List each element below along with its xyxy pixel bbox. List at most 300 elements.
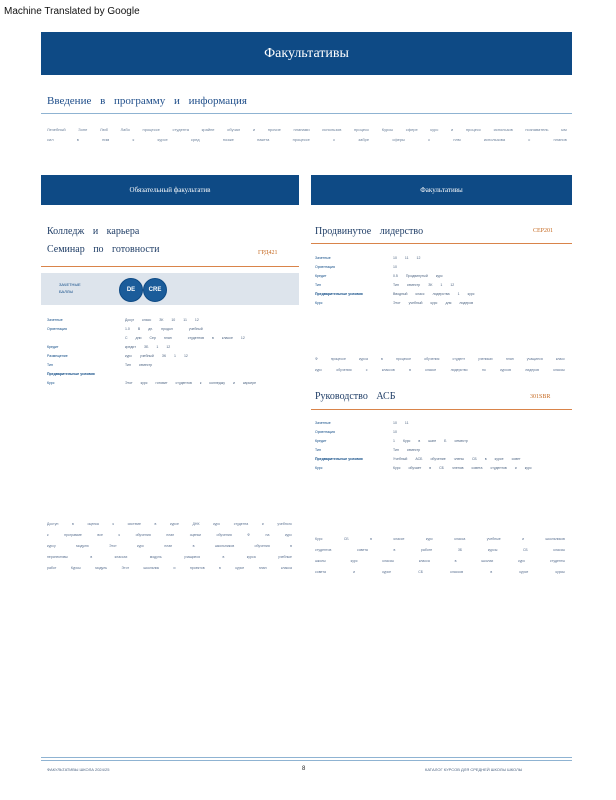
detail-row [47, 333, 292, 342]
de-logo-icon [119, 278, 143, 302]
text-word: забре [358, 136, 370, 142]
description-row [315, 533, 565, 544]
text-word: обучения [135, 532, 151, 537]
text-word: классов [450, 569, 464, 574]
text-word: с [528, 136, 531, 142]
text-word: Доступ [47, 521, 59, 526]
text-word: план [505, 356, 514, 361]
text-word: курс [430, 126, 439, 132]
detail-word: и [514, 465, 517, 470]
text-word: Зоне [78, 126, 88, 132]
detail-word: Продвинутый [405, 273, 428, 278]
detail-key: Зачетные [47, 317, 63, 322]
detail-word: в [418, 438, 421, 443]
description-row [315, 544, 565, 555]
detail-row [47, 369, 292, 378]
left-section-bar [41, 175, 299, 205]
detail-row [315, 271, 565, 280]
text-word: Курсы [70, 565, 81, 570]
detail-word: Б [444, 438, 447, 443]
machine-translation-note: Machine Translated by Google [4, 6, 140, 17]
detail-word: карьере [242, 380, 257, 385]
text-word: сфере [405, 126, 418, 132]
detail-value [393, 457, 521, 461]
text-word: СБ [418, 569, 424, 574]
text-word: курса [246, 554, 256, 559]
detail-word: 10 [393, 264, 397, 269]
logo-label [59, 281, 81, 295]
text-word: в [72, 521, 74, 526]
text-word: Люб [99, 126, 108, 132]
detail-word: 10 [393, 429, 397, 434]
detail-word: курс [435, 273, 443, 278]
banner-title: Факультативы [264, 45, 349, 61]
detail-word: 11 [404, 255, 409, 260]
detail-word: В [137, 326, 141, 331]
text-word: лидеров [525, 367, 539, 372]
text-word: и [173, 565, 176, 570]
text-word: курсе [382, 569, 392, 574]
description-row [47, 551, 292, 562]
text-word: познаватель [525, 126, 549, 132]
course2-title: Продвинутое лидерство [315, 226, 424, 237]
description-row [315, 353, 565, 364]
course3-divider [311, 409, 572, 410]
text-word: процессе [395, 356, 412, 361]
detail-word: лидеров [459, 300, 474, 305]
text-word: модулю [76, 543, 89, 548]
course1-logos [41, 273, 299, 305]
detail-word: Досуг [125, 317, 135, 322]
text-word: обучения [216, 532, 232, 537]
detail-value [125, 327, 203, 331]
detail-word: 10 [393, 255, 397, 260]
text-word: СБ [343, 536, 349, 541]
detail-word: 12 [166, 344, 171, 349]
right-section-bar [311, 175, 572, 205]
text-word: курсы [487, 547, 498, 552]
de-logo-text: DE [126, 287, 136, 293]
intro-row [47, 134, 567, 144]
text-word: совета [315, 569, 326, 574]
detail-key: Предварительные условия [315, 291, 363, 296]
detail-key: Предварительные условия [315, 456, 363, 461]
text-word: Лабо [120, 126, 130, 132]
detail-word: 11 [404, 420, 409, 425]
text-word: школах [481, 558, 494, 563]
text-word: учащиеся [184, 554, 201, 559]
detail-word: 12 [240, 335, 245, 340]
text-word: модуль [95, 565, 108, 570]
detail-word: курс [125, 353, 132, 358]
text-word: лидерство [450, 367, 468, 372]
text-word: студент [452, 356, 465, 361]
text-word: класса [418, 558, 430, 563]
course1-title-line1: Колледж и карьера [47, 226, 140, 237]
detail-value [125, 345, 170, 349]
detail-word: ЗК [161, 353, 167, 358]
detail-row [315, 463, 565, 472]
detail-word: Тип [393, 282, 399, 287]
detail-word: 12 [416, 255, 421, 260]
detail-word: курс [140, 380, 148, 385]
text-word: школьников [545, 536, 565, 541]
text-word: курсе [519, 569, 529, 574]
detail-key: Кредит [47, 344, 59, 349]
text-word: классы [553, 367, 565, 372]
detail-row [47, 315, 292, 324]
detail-word: СБ [439, 465, 444, 470]
text-word: учениках [478, 356, 493, 361]
text-word: в [409, 367, 411, 372]
detail-word: ЗБ [143, 344, 149, 349]
detail-value [393, 466, 532, 470]
text-word: ним [102, 136, 110, 142]
text-word: студенты [549, 558, 565, 563]
course1-divider [41, 266, 299, 267]
detail-word: ЗК [428, 282, 433, 287]
text-word: Этот [121, 565, 130, 570]
detail-word: Этот [125, 380, 133, 385]
description-row [315, 555, 565, 566]
text-word: курс [425, 536, 433, 541]
text-word: курса [358, 356, 368, 361]
text-word: учащиеся [526, 356, 543, 361]
detail-value [125, 318, 199, 322]
intro-title: Введение в программу и информация [47, 95, 247, 107]
detail-word: готовит [155, 380, 168, 385]
text-word: оценка [87, 521, 99, 526]
text-word: в [370, 536, 373, 541]
detail-word: АСБ [415, 456, 423, 461]
detail-word: класс [415, 291, 425, 296]
detail-word: дни [135, 335, 142, 340]
text-word: работ [47, 565, 57, 570]
detail-row [47, 342, 292, 351]
detail-value [393, 274, 443, 278]
intro-paragraph [47, 124, 567, 144]
course1-description [47, 518, 292, 573]
text-word: школьников [214, 543, 235, 548]
text-word: классах [114, 554, 128, 559]
detail-word: кредит [125, 344, 136, 349]
footer-rule-bottom [41, 760, 572, 761]
text-word: курсе [235, 565, 245, 570]
text-word: обучения [424, 356, 440, 361]
detail-value [125, 354, 188, 358]
detail-word: курсе [494, 456, 504, 461]
detail-word: 1 [393, 438, 395, 443]
text-word: к [118, 532, 120, 537]
course1-title-line2: Семинар по готовности [47, 244, 160, 255]
text-word: в [454, 558, 457, 563]
text-word: прочие [267, 126, 281, 132]
course3-code: 301SBR [530, 394, 551, 400]
course2-details [315, 253, 565, 307]
detail-word: 10 [393, 420, 397, 425]
text-word: использов [493, 126, 513, 132]
detail-value [393, 430, 397, 434]
text-word: студента [233, 521, 249, 526]
detail-word: классе [221, 335, 233, 340]
text-word: с [365, 367, 368, 372]
detail-row [315, 454, 565, 463]
text-word: класса [280, 565, 292, 570]
detail-word: 1.0 [125, 326, 130, 331]
detail-key: Кредит [315, 273, 327, 278]
detail-word: члены [453, 456, 464, 461]
detail-key: Ориентация [315, 429, 335, 434]
detail-word: 12 [183, 353, 188, 358]
text-word: Ф [247, 532, 250, 537]
detail-value [393, 283, 454, 287]
text-word: по [481, 367, 486, 372]
detail-word: Учебный [393, 456, 408, 461]
detail-word: продол [161, 326, 173, 331]
course3-title: Руководство АСБ [315, 391, 396, 402]
text-word: к [47, 532, 49, 537]
description-row [47, 562, 292, 573]
detail-word: план [163, 335, 172, 340]
detail-row [315, 280, 565, 289]
text-word: на [265, 532, 270, 537]
detail-word: курс [524, 465, 532, 470]
text-word: в [381, 356, 383, 361]
text-word: плм [453, 136, 461, 142]
text-word: студентов [315, 547, 332, 552]
text-word: Лечебный [47, 126, 66, 132]
detail-key: Размещение [47, 353, 68, 358]
detail-word: семестр [406, 282, 421, 287]
detail-word: 12 [194, 317, 199, 322]
detail-value [393, 292, 475, 296]
text-word: модуль [149, 554, 162, 559]
detail-word: класс [142, 317, 152, 322]
course2-description [315, 353, 565, 375]
text-word: класс [555, 356, 565, 361]
detail-row [47, 378, 292, 387]
detail-word: учебный [188, 326, 203, 331]
footer-left: ФАКУЛЬТАТИВЫ ШКОЛА 2024/25 [47, 767, 110, 772]
text-word: к [132, 136, 135, 142]
detail-key: Ориентация [315, 264, 335, 269]
text-word: курсе [170, 521, 179, 526]
detail-value [125, 363, 152, 367]
text-word: процессе [292, 136, 310, 142]
text-word: с [428, 136, 431, 142]
detail-word: С [125, 335, 128, 340]
detail-word: учебный [139, 353, 154, 358]
detail-value [393, 421, 409, 425]
text-word: сферы [392, 136, 405, 142]
course1-details [47, 315, 292, 387]
course2-code: СЕР201 [533, 228, 554, 234]
detail-word: к [199, 380, 202, 385]
page-number: 8 [302, 766, 306, 772]
detail-word: членов [451, 465, 464, 470]
detail-word: учебный [408, 300, 423, 305]
detail-key: Ориентация [47, 326, 67, 331]
detail-value [393, 301, 473, 305]
cre-logo-icon [143, 278, 167, 302]
text-word: в [154, 521, 157, 526]
detail-word: дн. [148, 326, 154, 331]
text-word: учебные [278, 554, 292, 559]
intro-row [47, 124, 567, 134]
text-word: обучал [227, 126, 241, 132]
detail-row [315, 262, 565, 271]
text-word: студента [172, 126, 190, 132]
course1-code: ГРД421 [258, 250, 278, 256]
course2-divider [311, 243, 572, 244]
detail-word: СБ [471, 456, 477, 461]
detail-word: семестр [406, 447, 421, 452]
detail-word: в [484, 456, 487, 461]
detail-word: для [445, 300, 452, 305]
description-row [47, 540, 292, 551]
detail-key: Зачетные [315, 255, 331, 260]
detail-word: лидерства [432, 291, 450, 296]
detail-key: Кредит [315, 438, 327, 443]
detail-key: Тип [47, 362, 53, 367]
detail-word: курс [467, 291, 475, 296]
detail-value [393, 265, 397, 269]
text-word: курс [315, 367, 322, 372]
footer-right: КАТАЛОГ КУРСОВ ДЛЯ СРЕДНЕЙ ШКОЛЫ ШКОЛЫ [425, 767, 523, 772]
detail-row [315, 418, 565, 427]
detail-key: Зачетные [315, 420, 331, 425]
text-word: курсов [500, 367, 511, 372]
text-word: классов [381, 367, 395, 372]
text-word: курсы [555, 569, 565, 574]
detail-row [315, 427, 565, 436]
description-row [315, 364, 565, 375]
detail-word: семестр [454, 438, 468, 443]
text-word: оценки [189, 532, 201, 537]
detail-value [125, 336, 245, 340]
detail-row [315, 289, 565, 298]
text-word: крайне [201, 126, 215, 132]
right-section-label: Факультативы [420, 186, 463, 194]
text-word: в [290, 543, 292, 548]
detail-word: и [232, 380, 235, 385]
left-section-label: Обязательный факультатив [129, 186, 211, 194]
detail-word: в [429, 465, 432, 470]
text-word: и [353, 569, 356, 574]
detail-word: совет [511, 456, 521, 461]
detail-value [125, 381, 256, 385]
text-word: ДНК [192, 521, 200, 526]
text-word: учебного [277, 521, 292, 526]
detail-word: Тип [393, 447, 399, 452]
detail-value [393, 256, 420, 260]
text-word: курс [213, 521, 221, 526]
logo-label-2: БАЛЛЫ [59, 289, 74, 294]
text-word: Ф [315, 356, 318, 361]
text-word: СБ [522, 547, 528, 552]
text-word: проектов [189, 565, 205, 570]
text-word: ым [561, 126, 567, 132]
text-word: перспективы [47, 554, 68, 559]
text-word: Этот [109, 543, 117, 548]
detail-word: совета [471, 465, 483, 470]
detail-word: 1 [440, 282, 443, 287]
text-word: план [258, 565, 267, 570]
text-word: и [522, 536, 525, 541]
page-banner [41, 32, 572, 75]
detail-word: Курс [402, 438, 411, 443]
footer-rule-top [41, 757, 572, 758]
detail-word: студентов [175, 380, 192, 385]
detail-word: 1 [156, 344, 159, 349]
text-word: класса [454, 536, 466, 541]
text-word: и [261, 521, 264, 526]
text-word: школы [315, 558, 326, 563]
course3-description [315, 533, 565, 577]
text-word: использов [322, 126, 342, 132]
text-word: использова [483, 136, 506, 142]
detail-word: студентов [187, 335, 205, 340]
text-word: планов [553, 136, 567, 142]
text-word: системе [127, 521, 141, 526]
detail-key: Предварительные условия [47, 371, 95, 376]
course3-details [315, 418, 565, 472]
text-word: Курсы [381, 126, 394, 132]
text-word: курс [137, 543, 145, 548]
detail-word: семестр [138, 362, 153, 367]
detail-word: Сер [149, 335, 156, 340]
text-word: в [490, 569, 493, 574]
logo-label-1: ЗАЧЕТНЫЕ [59, 282, 81, 287]
text-word: курс [350, 558, 358, 563]
description-row [47, 518, 292, 529]
text-word: обучения [254, 543, 270, 548]
text-word: курсу [47, 543, 56, 548]
text-word: в [90, 554, 93, 559]
text-word: учебные [486, 536, 501, 541]
detail-word: колледжу [209, 380, 225, 385]
text-word: работе [420, 547, 433, 552]
text-word: классе [425, 367, 437, 372]
text-word: совета [356, 547, 368, 552]
text-word: курс [284, 532, 292, 537]
text-word: процессе [142, 126, 160, 132]
detail-value [393, 439, 468, 443]
detail-key: Тип [315, 282, 321, 287]
detail-row [47, 324, 292, 333]
description-row [315, 566, 565, 577]
text-word: и [252, 126, 256, 132]
detail-row [315, 253, 565, 262]
cre-logo-text: CRE [148, 287, 162, 293]
detail-key: Курс [315, 465, 323, 470]
text-word: позже [222, 136, 234, 142]
text-word: классы [382, 558, 394, 563]
detail-word: курс [430, 300, 438, 305]
text-word: сред [190, 136, 200, 142]
detail-key: Курс [315, 300, 323, 305]
text-word: курсе [157, 136, 168, 142]
text-word: пакета [257, 136, 270, 142]
text-word: в [219, 565, 221, 570]
text-word: план [166, 532, 175, 537]
text-word: с [333, 136, 336, 142]
text-word: план [164, 543, 173, 548]
text-word: сил [47, 136, 54, 142]
detail-key: Курс [47, 380, 55, 385]
detail-word: ЗК [159, 317, 164, 322]
text-word: школьник [143, 565, 160, 570]
